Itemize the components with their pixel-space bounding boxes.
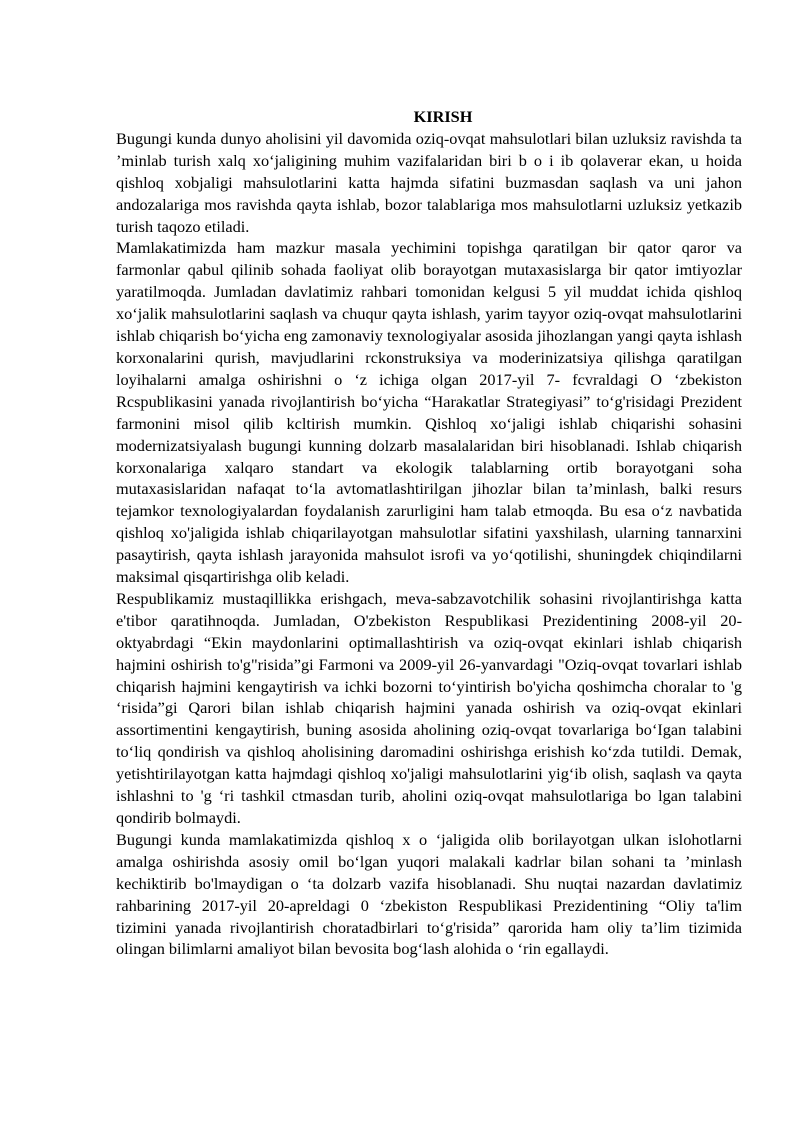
document-body xyxy=(116,106,742,960)
page-title: KIRISH xyxy=(413,107,473,126)
paragraph-2: Mamlakatimizda ham mazkur masala yechimini topishga qaratilgan bir qator qaror va farmonlar qabul qilinib sohada faoliyat olib borayotgan mutaxasislarga bir qator imtiyozlar yaratilmoqda. Jumladan davlatimiz rahbari tomonidan kelgusi 5 yil muddat ichida qishloq xo‘jalik mahsulotlarini saqlash va chuqur qayta ishlash, yarim tayyor oziq-ovqat mahsulotlarini ishlab chiqarish bo‘yicha eng zamonaviy texnologiyalar asosida jihozlangan yangi qayta ishlash korxonalarini qurish, mavjudlarini rckonstruksiya va moderinizatsiya qilishga qaratilgan loyihalarni amalga oshirishni o ‘z ichiga olgan 2017-yil 7- fcvraldagi O ‘zbekiston Rcspublikasini yanada rivojlantirish bo‘yicha “Harakatlar Strategiyasi” to‘g'risidagi Prezident farmonini misol qilib kcltirish mumkin. Qishloq xo‘jaligi ishlab chiqarishi sohasini modernizatsiyalash bugungi kunning dolzarb masalalaridan biri hisoblanadi. Ishlab chiqarish korxonalariga xalqaro standart va ekologik talablarning ortib borayotgani soha mutaxasislaridan nafaqat to‘la avtomatlashtirilgan jihozlar bilan ta’minlash, balki resurs tejamkor texnologiyalardan foydalanish zarurligini ham talab etmoqda. Bu esa o‘z navbatida qishloq xo'jaligida ishlab chiqarilayotgan mahsulotlar sifatini yaxshilash, ularning tannarxini pasaytirish, qayta ishlash jarayonida mahsulot isrofi va yo‘qotilishi, shuningdek chiqindilarni maksimal qisqartirishga olib keladi. xyxy=(116,238,742,587)
paragraph-3: Respublikamiz mustaqillikka erishgach, meva-sabzavotchilik sohasini rivojlantirishga katta e'tibor qaratihnoqda. Jumladan, O'zbekiston Respublikasi Prezidentining 2008-yil 20-oktyabrdagi “Ekin maydonlarini optimallashtirish va oziq-ovqat ekinlari ishlab chiqarish hajmini oshirish to'g"risida”gi Farmoni va 2009-yil 26-yanvardagi "Oziq-ovqat tovarlari ishlab chiqarish hajmini kengaytirish va ichki bozorni to‘yintirish bo'yicha qoshimcha choralar to 'g ‘risida”gi Qarori bilan ishlab chiqarish hajmini yanada oshirish va oziq-ovqat ekinlari assortimentini kengaytirish, buning asosida aholining oziq-ovqat tovarlariga bo‘Igan talabini to‘liq qondirish va qishloq aholisining daromadini oshirishga erishish ko‘zda tutildi. Demak, yetishtirilayotgan katta hajmdagi qishloq xo'jaligi mahsulotlarini yig‘ib olish, saqlash va qayta ishlashni to 'g ‘ri tashkil ctmasdan turib, aholini oziq-ovqat mahsulotlariga bo lgan talabini qondirib bolmaydi. xyxy=(116,588,742,827)
paragraph-4: Bugungi kunda mamlakatimizda qishloq x o ‘jaligida olib borilayotgan ulkan islohotlarni amalga oshirishda asosiy omil bo‘lgan yuqori malakali kadrlar bilan sohani ta ’minlash kechiktirib bo'lmaydigan o ‘ta dolzarb vazifa hisoblanadi. Shu nuqtai nazardan davlatimiz rahbarining 2017-yil 20-apreldagi 0 ‘zbekiston Respublikasi Prezidentining “Oliy ta'lim tizimini yanada rivojlantirish choratadbirlari to‘g'risida” qarorida ham oliy ta’lim tizimida olingan bilimlarni amaliyot bilan bevosita bog‘lash alohida o ‘rin egallaydi. xyxy=(116,829,742,959)
paragraph-1: Bugungi kunda dunyo aholisini yil davomida oziq-ovqat mahsulotlari bilan uzluksiz ravishda ta ’minlab turish xalq xo‘jaligining muhim vazifalaridan biri b o i ib qolaverar ekan, u hoida qishloq xobjaligi mahsulotlarini katta hajmda sifatini buzmasdan saqlash va uni jahon andozalariga mos ravishda qayta ishlab, bozor talablariga mos mahsulotlarni uzluksiz yetkazib turish taqozo etiladi. xyxy=(116,128,742,236)
